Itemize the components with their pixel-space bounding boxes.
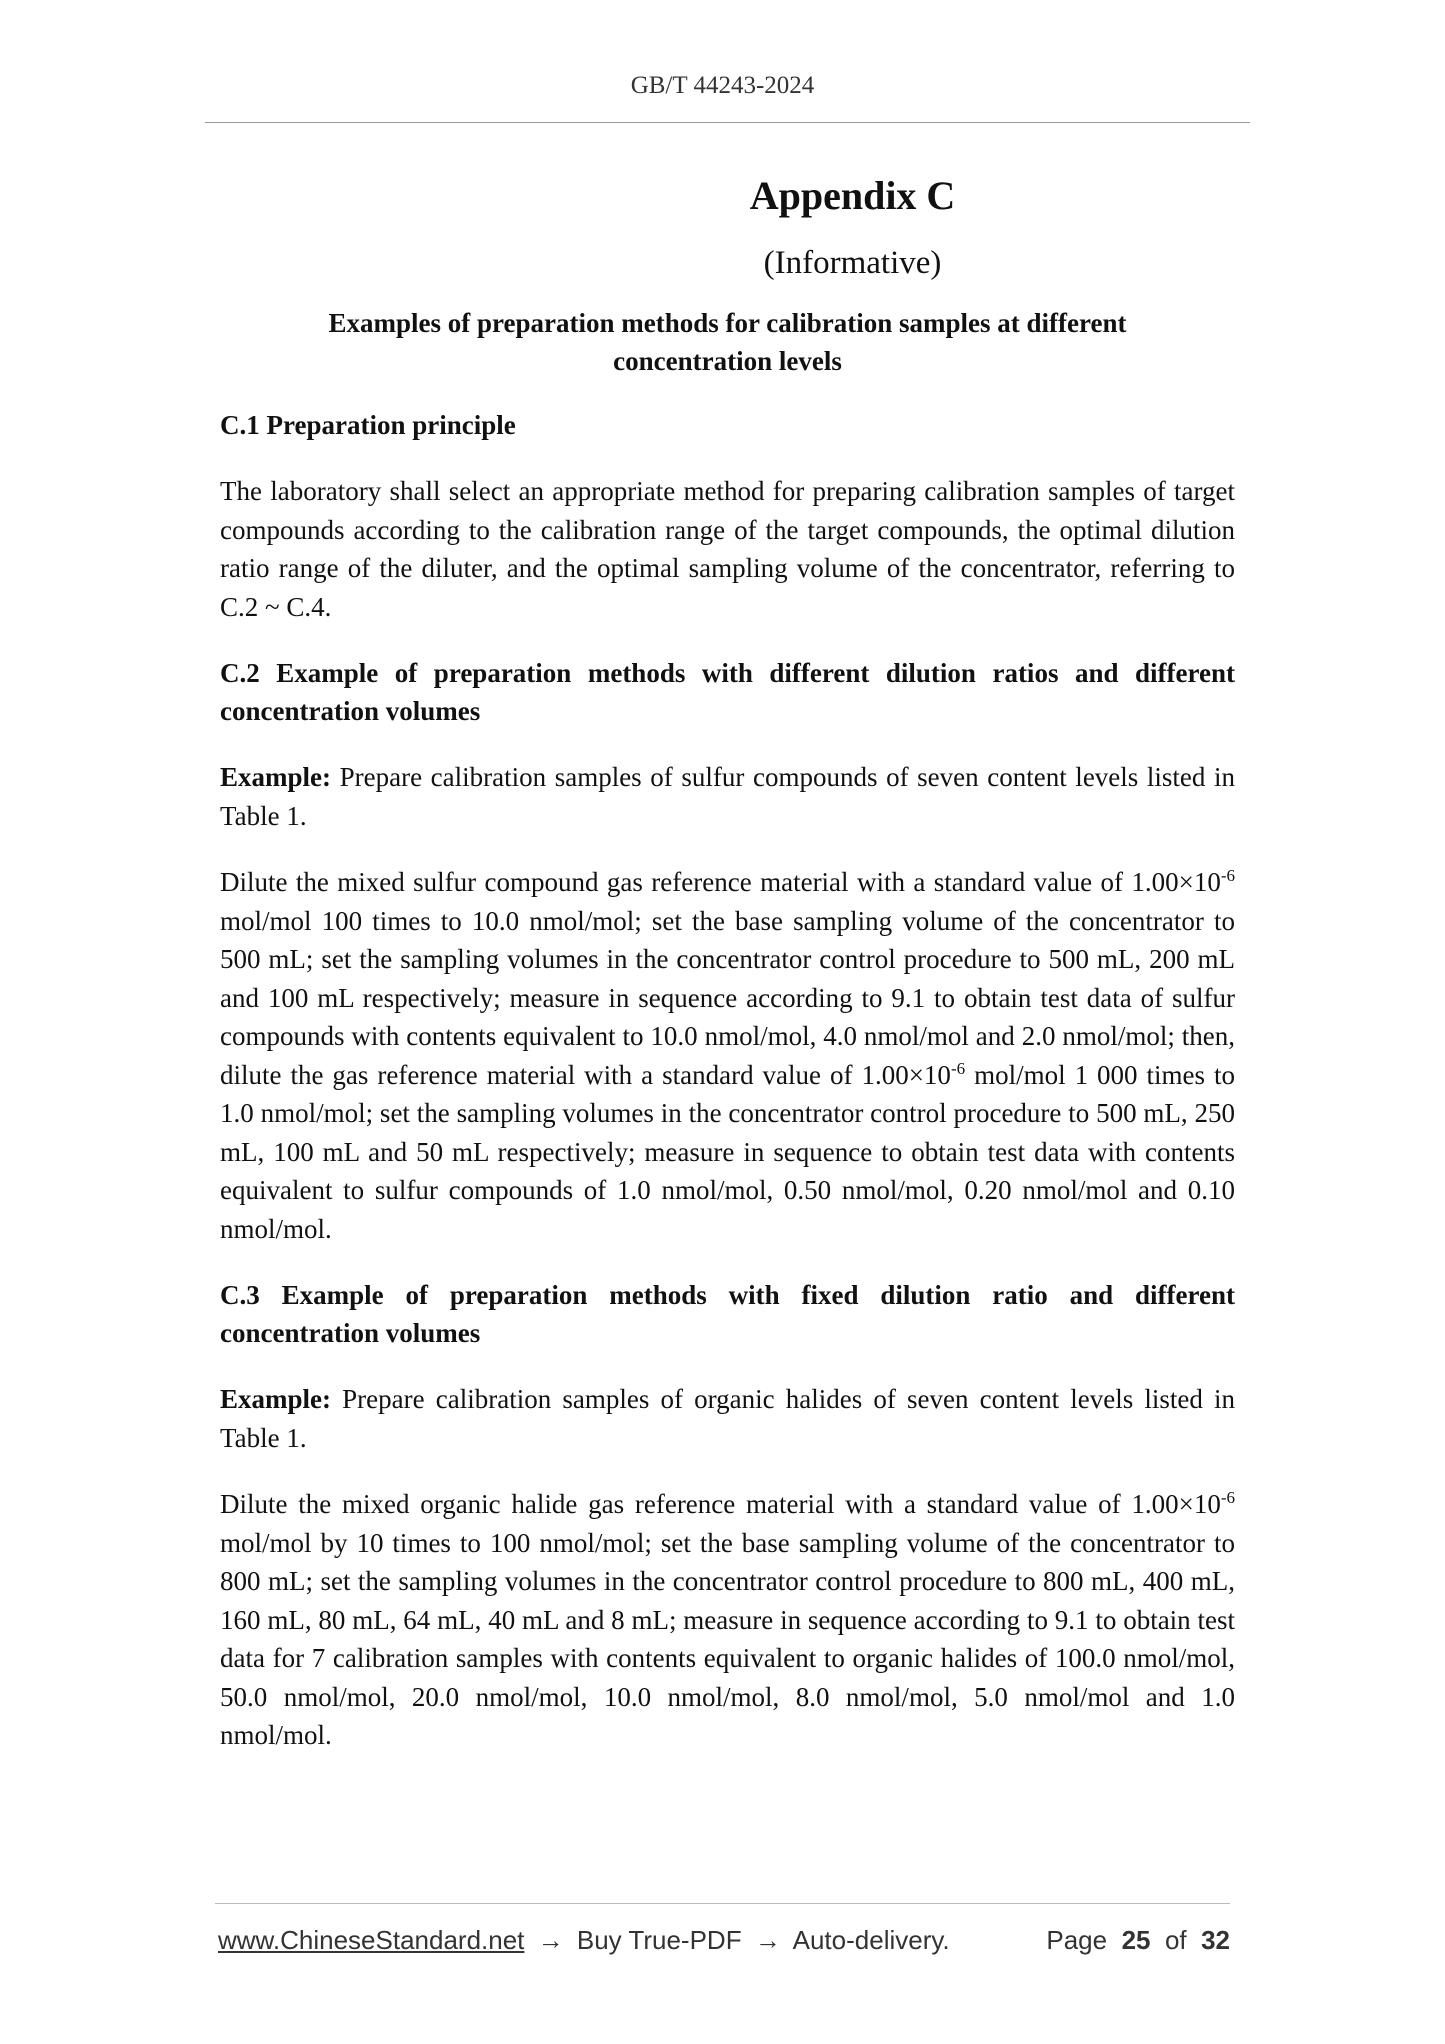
footer-divider	[215, 1903, 1230, 1904]
appendix-caption-line1: Examples of preparation methods for calibration samples at different	[328, 308, 1127, 338]
c2-text-a: Dilute the mixed sulfur compound gas reference material with a standard value of 1.00×10	[220, 867, 1221, 897]
c2-text-c: mol/mol 1 000 times to 1.0 nmol/mol; set the sampling volumes in the concentrator control procedure to 500 mL, 250 mL, 100 mL and 50 mL respectively; measure in sequence to obtain test data with contents equivalent to sulfur compounds of 1.0 nmol/mol, 0.50 nmol/mol, 0.20 nmol/mol and 0.10 nmol/mol.	[220, 1059, 1235, 1244]
exponent: -6	[950, 1058, 966, 1078]
example-label: Example:	[220, 762, 331, 792]
standard-code-header: GB/T 44243-2024	[630, 72, 815, 99]
section-c2-paragraph	[220, 863, 1235, 1248]
of-label: of	[1164, 1925, 1187, 1955]
appendix-caption	[220, 304, 1235, 380]
appendix-caption-line2: concentration levels	[613, 346, 842, 376]
buy-true-pdf-text: Buy True-PDF	[576, 1925, 742, 1955]
c3-text-b: mol/mol by 10 times to 100 nmol/mol; set the base sampling volume of the concentrator to 800 mL; set the sampling volumes in the concentrator control procedure to 800 mL, 400 mL, 160 mL, 80 mL, 64 mL, 40 mL and 8 mL; measure in sequence according to 9.1 to obtain test data for 7 calibration samples with contents equivalent to organic halides of 100.0 nmol/mol, 50.0 nmol/mol, 20.0 nmol/mol, 10.0 nmol/mol, 8.0 nmol/mol, 5.0 nmol/mol and 1.0 nmol/mol.	[220, 1527, 1235, 1750]
section-c3-paragraph	[220, 1485, 1235, 1755]
page-footer	[218, 1925, 1230, 1956]
exponent: -6	[1220, 866, 1235, 885]
website-link[interactable]: www.ChineseStandard.net	[218, 1925, 525, 1955]
page-label: Page	[1046, 1925, 1108, 1955]
section-c3-heading: C.3 Example of preparation methods with fixed dilution ratio and different concentration volumes	[220, 1280, 1235, 1348]
section-c3-example	[220, 1380, 1235, 1457]
header-divider	[205, 122, 1250, 123]
page-total: 32	[1201, 1925, 1230, 1955]
auto-delivery-text: Auto-delivery.	[792, 1925, 950, 1955]
section-c1-heading: C.1 Preparation principle	[220, 410, 516, 440]
section-c1-paragraph: The laboratory shall select an appropriate method for preparing calibration samples of target compounds according to the calibration range of the target compounds, the optimal dilution ratio range of the diluter, and the optimal sampling volume of the concentrator, referring to C.2 ~ C.4.	[220, 476, 1235, 622]
appendix-title: Appendix C	[749, 173, 956, 218]
example-text: Prepare calibration samples of sulfur compounds of seven content levels listed in Table 1.	[220, 762, 1235, 831]
exponent: -6	[1220, 1488, 1235, 1507]
c3-text-a: Dilute the mixed organic halide gas reference material with a standard value of 1.00×10	[220, 1489, 1221, 1519]
example-label: Example:	[220, 1384, 331, 1414]
section-c2-heading: C.2 Example of preparation methods with different dilution ratios and different concentration volumes	[220, 658, 1235, 726]
c2-text-b: mol/mol 100 times to 10.0 nmol/mol; set the base sampling volume of the concentrator to 500 mL; set the sampling volumes in the concentrator control procedure to 500 mL, 200 mL and 100 mL respectively; measure in sequence according to 9.1 to obtain test data of sulfur compounds with contents equivalent to 10.0 nmol/mol, 4.0 nmol/mol and 2.0 nmol/mol; then, dilute the gas reference material with a standard value of 1.00×10	[220, 905, 1235, 1090]
page-indicator	[1046, 1925, 1230, 1956]
page-content	[220, 168, 1235, 1755]
appendix-subtitle: (Informative)	[763, 245, 942, 281]
example-text: Prepare calibration samples of organic halides of seven content levels listed in Table 1.	[220, 1384, 1235, 1453]
arrow-right-icon: →	[754, 1925, 781, 1955]
page-number: 25	[1121, 1925, 1151, 1955]
section-c2-example	[220, 758, 1235, 835]
arrow-right-icon: →	[537, 1925, 564, 1955]
